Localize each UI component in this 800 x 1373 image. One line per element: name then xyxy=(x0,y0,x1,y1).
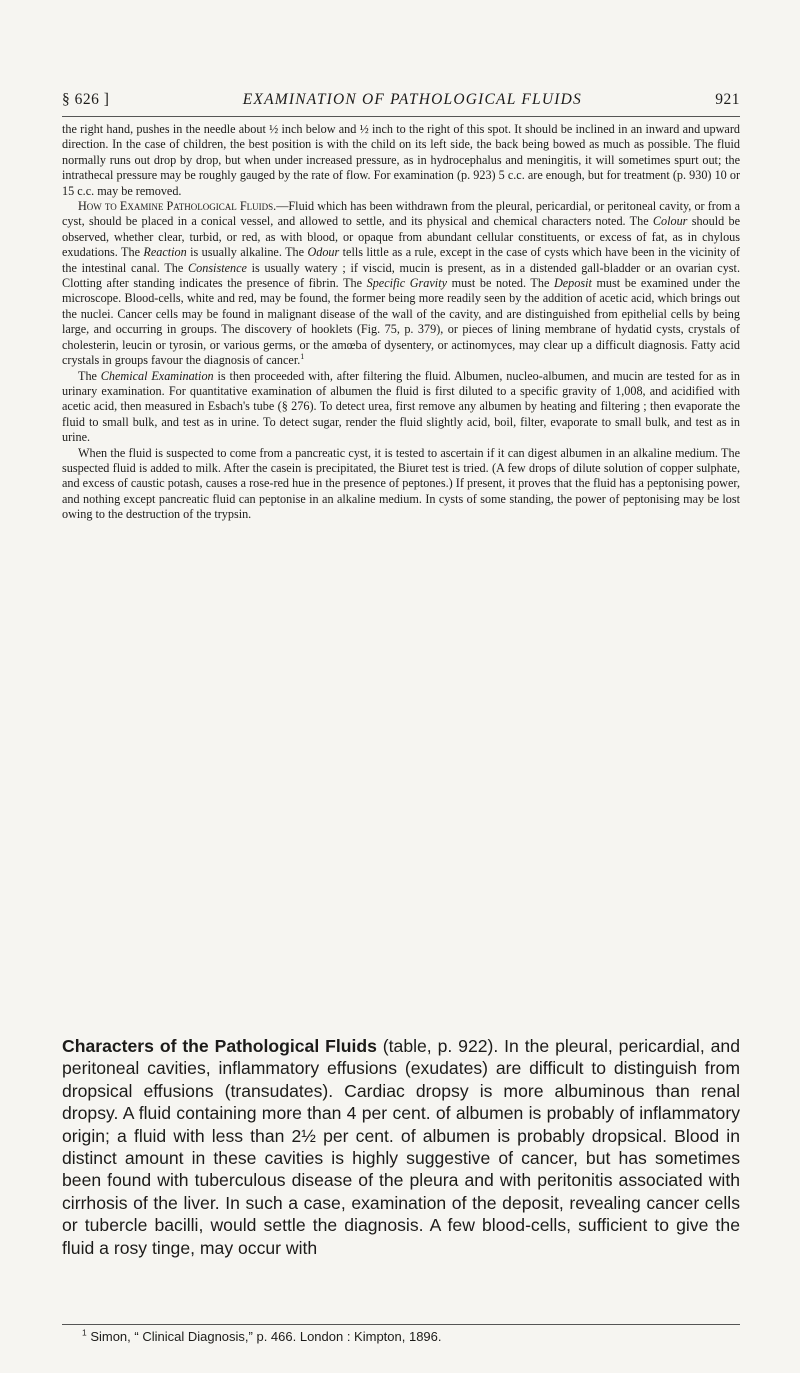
small-print-body xyxy=(62,122,740,523)
footnote-rule xyxy=(62,1324,740,1325)
running-title: EXAMINATION OF PATHOLOGICAL FLUIDS xyxy=(242,91,582,108)
paragraph-chemical-examination: The Chemical Examination is then proceeded with, after filtering the fluid. Albumen, nucleo-albumen, and mucin are tested for as in urinary examination. For quantitative examination of albumen the fluid is first diluted to a specific gravity of 1,008, and acidified with acetic acid, then measured in Esbach's tube (§ 276). To detect urea, first remove any albumen by heating and filtering ; then evaporate the fluid to small bulk, and test as in urine. To detect sugar, render the fluid slightly acid, boil, filter, evaporate to small bulk, and test as in urine. xyxy=(62,368,740,445)
footnote-marker: 1 xyxy=(300,352,305,362)
paragraph-characters: Characters of the Pathological Fluids (table, p. 922). In the pleural, pericardial, and peritoneal cavities, inflammatory effusions (exudates) are difficult to distinguish from dropsical effusions (transudates). Cardiac dropsy is more albuminous than renal dropsy. A fluid containing more than 4 per cent. of albumen is probably of inflammatory origin; a fluid with less than 2½ per cent. of albumen is probably dropsical. Blood in distinct amount in these cavities is highly suggestive of cancer, but has sometimes been found with tuberculous disease of the pleura and with peritonitis associated with cirrhosis of the liver. In such a case, examination of the deposit, revealing cancer cells or tubercle bacilli, would settle the diagnosis. A few blood-cells, sufficient to give the fluid a rosy tinge, may occur with xyxy=(62,1036,740,1258)
footnote-mark: 1 xyxy=(82,1327,87,1338)
term-reaction: Reaction xyxy=(143,245,187,260)
footnote xyxy=(82,1329,740,1345)
term-consistence: Consistence xyxy=(188,260,247,275)
page-header xyxy=(62,91,740,113)
paragraph-needle: the right hand, pushes in the needle about ½ inch below and ½ inch to the right of this spot. It should be inclined in an inward and upward direction. In the case of children, the best position is with the child on its left side, the back being bowed as much as possible. The fluid normally runs out drop by drop, but when under increased pressure, as in hydrocephalus and meningitis, it will sometimes spurt out; the intrathecal pressure may be roughly gauged by the rate of flow. For examination (p. 923) 5 c.c. are enough, but for treatment (p. 930) 10 or 15 c.c. may be removed. xyxy=(62,122,740,198)
term-colour: Colour xyxy=(652,214,688,229)
term-odour: Odour xyxy=(307,245,340,260)
header-rule xyxy=(62,116,740,117)
term-specific-gravity: Specific Gravity xyxy=(366,276,447,291)
paragraph-how-to-examine: How to Examine Pathological Fluids.—Fluid which has been withdrawn from the pleural, pericardial, or peritoneal cavity, or from a cyst, should be placed in a conical vessel, and allowed to settle, and its physical and chemical characters noted. The Colour should be observed, whether clear, turbid, or red, as with blood, or opaque from abundant cellular constituents, or excess of fat, as in chylous exudations. The Reaction is usually alkaline. The Odour tells little as a rule, except in the case of cysts which have been in the vicinity of the intestinal canal. The Consistence is usually watery ; if viscid, mucin is present, as in a distended gall-bladder or an ovarian cyst. Clotting after standing indicates the presence of fibrin. The Specific Gravity must be noted. The Deposit must be examined under the microscope. Blood-cells, white and red, may be found, the former being more readily seen by the addition of acetic acid, which brings out the nuclei. Cancer cells may be found in malignant disease of the wall of the cavity, and are distinguished from epithelial cells by being large, and occurring in groups. The discovery of hooklets (Fig. 75, p. 379), or pieces of lining membrane of hydatid cysts, crystals of cholesterin, leucin or tyrosin, or various germs, or the amœba of dysentery, or actinomyces, may clear up a difficult diagnosis. Fatty acid crystals in groups favour the diagnosis of cancer.$^1$ xyxy=(62,199,740,368)
subheading-how-to-examine: How to Examine Pathological Fluids. xyxy=(78,199,277,214)
large-print-body xyxy=(62,1035,740,1259)
heading-characters: Characters of the Pathological Fluids xyxy=(62,1036,377,1056)
section-number: § 626 ] xyxy=(62,91,110,108)
term-deposit: Deposit xyxy=(553,276,592,291)
footnote-text: Simon, “ Clinical Diagnosis,” p. 466. London : Kimpton, 1896. xyxy=(86,1329,442,1344)
paragraph-pancreatic-cyst: When the fluid is suspected to come from a pancreatic cyst, it is tested to ascertain if it can digest albumen in an alkaline medium. The suspected fluid is added to milk. After the casein is precipitated, the Biuret test is tried. (A few drops of dilute solution of copper sulphate, and excess of caustic potash, causes a rose-red hue in the presence of peptones.) If present, it proves that the fluid has a peptonising power, and nothing except pancreatic fluid can peptonise in an alkaline medium. In cysts of some standing, the power of peptonising may be lost owing to the destruction of the trypsin. xyxy=(62,445,740,522)
term-chemical-examination: Chemical Examination xyxy=(100,368,214,383)
page-number: 921 xyxy=(715,91,740,108)
